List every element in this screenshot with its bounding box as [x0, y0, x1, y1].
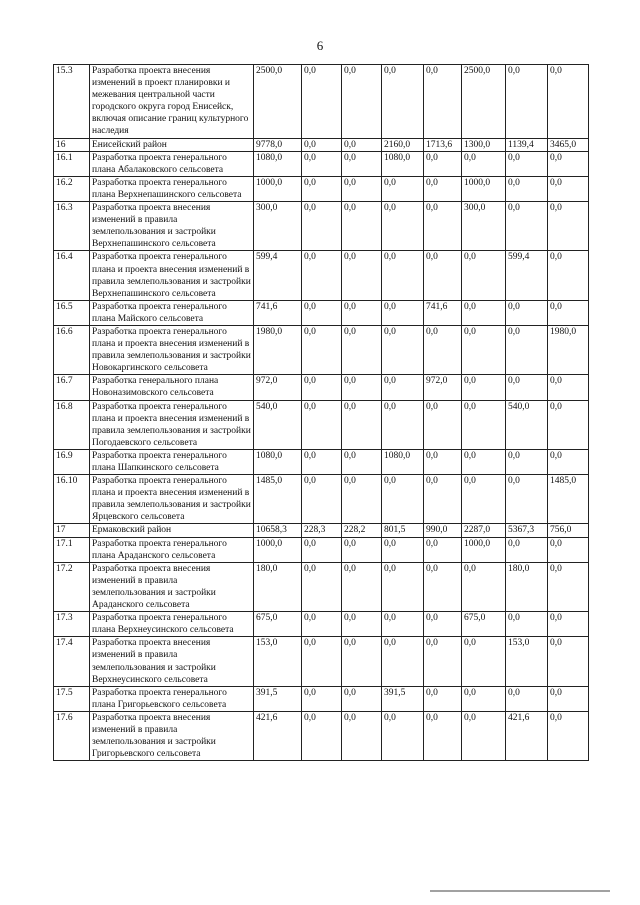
- row-code: 16: [54, 138, 90, 151]
- table-row: [54, 325, 589, 374]
- row-value-v1: 0,0: [302, 711, 342, 760]
- row-value-v6: 540,0: [506, 400, 548, 449]
- row-value-total: 1980,0: [254, 325, 302, 374]
- row-name: Ермаковский район: [90, 524, 254, 537]
- row-value-v3: 0,0: [382, 65, 424, 139]
- row-code: 17.5: [54, 686, 90, 711]
- row-value-v1: 0,0: [302, 251, 342, 300]
- row-value-v2: 0,0: [342, 300, 382, 325]
- row-value-v3: 0,0: [382, 202, 424, 251]
- row-value-v7: 0,0: [548, 449, 589, 474]
- row-value-v2: 0,0: [342, 251, 382, 300]
- row-value-v2: 0,0: [342, 138, 382, 151]
- row-code: 16.10: [54, 475, 90, 524]
- row-value-v6: 0,0: [506, 686, 548, 711]
- budget-table: [53, 64, 589, 761]
- row-code: 16.6: [54, 325, 90, 374]
- row-value-v2: 0,0: [342, 612, 382, 637]
- row-value-v1: 0,0: [302, 449, 342, 474]
- row-value-v3: 0,0: [382, 325, 424, 374]
- row-value-v7: 0,0: [548, 400, 589, 449]
- row-value-v7: 3465,0: [548, 138, 589, 151]
- row-value-v1: 228,3: [302, 524, 342, 537]
- table-row: [54, 202, 589, 251]
- row-value-total: 1000,0: [254, 176, 302, 201]
- row-value-total: 972,0: [254, 375, 302, 400]
- row-value-v1: 0,0: [302, 151, 342, 176]
- row-value-v3: 0,0: [382, 300, 424, 325]
- row-code: 17: [54, 524, 90, 537]
- page-number: 6: [316, 38, 324, 53]
- row-name: Разработка проекта генерального плана и проекта внесения изменений в правила землепользования и застройки Верхнепашинского сельсовета: [90, 251, 254, 300]
- row-value-v4: 990,0: [424, 524, 462, 537]
- row-value-v6: 0,0: [506, 475, 548, 524]
- row-value-v3: 0,0: [382, 537, 424, 562]
- row-value-v7: 0,0: [548, 562, 589, 611]
- row-code: 17.2: [54, 562, 90, 611]
- row-value-v1: 0,0: [302, 375, 342, 400]
- row-value-v4: 0,0: [424, 711, 462, 760]
- row-value-v4: 0,0: [424, 202, 462, 251]
- row-value-v1: 0,0: [302, 475, 342, 524]
- row-value-v3: 0,0: [382, 562, 424, 611]
- row-name: Разработка проекта генерального плана Григорьевского сельсовета: [90, 686, 254, 711]
- row-value-v1: 0,0: [302, 325, 342, 374]
- row-value-v2: 0,0: [342, 325, 382, 374]
- row-value-v6: 0,0: [506, 300, 548, 325]
- row-value-v3: 391,5: [382, 686, 424, 711]
- row-value-v2: 0,0: [342, 637, 382, 686]
- row-value-v5: 0,0: [462, 686, 506, 711]
- row-name: Разработка проекта внесения изменений в правила землепользования и застройки Араданского сельсовета: [90, 562, 254, 611]
- row-value-total: 540,0: [254, 400, 302, 449]
- table-row: [54, 251, 589, 300]
- row-value-total: 2500,0: [254, 65, 302, 139]
- row-value-total: 675,0: [254, 612, 302, 637]
- row-value-total: 300,0: [254, 202, 302, 251]
- row-value-v2: 0,0: [342, 562, 382, 611]
- row-value-v2: 0,0: [342, 202, 382, 251]
- row-value-v6: 0,0: [506, 537, 548, 562]
- table-row: [54, 475, 589, 524]
- row-value-v5: 0,0: [462, 711, 506, 760]
- table-row: [54, 176, 589, 201]
- table-row: [54, 400, 589, 449]
- row-name: Разработка проекта генерального плана Абалаковского сельсовета: [90, 151, 254, 176]
- row-value-v1: 0,0: [302, 686, 342, 711]
- row-value-v2: 0,0: [342, 176, 382, 201]
- row-value-total: 391,5: [254, 686, 302, 711]
- row-value-v4: 972,0: [424, 375, 462, 400]
- row-value-v5: 2500,0: [462, 65, 506, 139]
- row-value-v4: 0,0: [424, 251, 462, 300]
- row-value-v7: 756,0: [548, 524, 589, 537]
- row-code: 16.4: [54, 251, 90, 300]
- row-value-v1: 0,0: [302, 65, 342, 139]
- row-value-v5: 0,0: [462, 251, 506, 300]
- row-value-v7: 0,0: [548, 202, 589, 251]
- row-value-v3: 2160,0: [382, 138, 424, 151]
- row-value-v4: 0,0: [424, 449, 462, 474]
- row-value-v7: 0,0: [548, 686, 589, 711]
- row-value-v2: 0,0: [342, 686, 382, 711]
- row-name: Разработка проекта генерального плана и проекта внесения изменений в правила землепользования и застройки Новокаргинского сельсовета: [90, 325, 254, 374]
- row-value-v2: 0,0: [342, 400, 382, 449]
- row-value-v5: 0,0: [462, 400, 506, 449]
- row-value-v1: 0,0: [302, 612, 342, 637]
- row-value-v3: 0,0: [382, 612, 424, 637]
- row-value-v6: 0,0: [506, 65, 548, 139]
- row-value-v4: 0,0: [424, 637, 462, 686]
- row-value-v6: 180,0: [506, 562, 548, 611]
- table-row: [54, 375, 589, 400]
- row-value-v2: 0,0: [342, 475, 382, 524]
- row-value-v7: 0,0: [548, 251, 589, 300]
- row-value-v1: 0,0: [302, 637, 342, 686]
- row-value-total: 741,6: [254, 300, 302, 325]
- table-row: [54, 711, 589, 760]
- row-name: Разработка проекта генерального плана Верхнеусинского сельсовета: [90, 612, 254, 637]
- row-value-v6: 0,0: [506, 151, 548, 176]
- row-value-v7: 0,0: [548, 375, 589, 400]
- row-name: Разработка проекта генерального плана и проекта внесения изменений в правила землепользования и застройки Ярцевского сельсовета: [90, 475, 254, 524]
- row-value-v6: 153,0: [506, 637, 548, 686]
- row-value-v3: 0,0: [382, 251, 424, 300]
- row-value-v2: 0,0: [342, 449, 382, 474]
- row-value-total: 10658,3: [254, 524, 302, 537]
- row-value-v7: 0,0: [548, 612, 589, 637]
- row-value-v1: 0,0: [302, 562, 342, 611]
- row-value-v5: 0,0: [462, 637, 506, 686]
- row-value-total: 180,0: [254, 562, 302, 611]
- row-value-v1: 0,0: [302, 400, 342, 449]
- row-value-v7: 0,0: [548, 176, 589, 201]
- row-value-total: 1000,0: [254, 537, 302, 562]
- row-value-v5: 1300,0: [462, 138, 506, 151]
- row-code: 16.3: [54, 202, 90, 251]
- row-value-v4: 0,0: [424, 537, 462, 562]
- row-value-v5: 0,0: [462, 325, 506, 374]
- table-row: [54, 151, 589, 176]
- row-value-v2: 228,2: [342, 524, 382, 537]
- row-value-total: 9778,0: [254, 138, 302, 151]
- row-value-v6: 1139,4: [506, 138, 548, 151]
- row-value-v6: 5367,3: [506, 524, 548, 537]
- row-value-v6: 0,0: [506, 449, 548, 474]
- row-value-v5: 2287,0: [462, 524, 506, 537]
- row-value-v6: 421,6: [506, 711, 548, 760]
- table-row: [54, 686, 589, 711]
- row-name: Разработка проекта генерального плана Верхнепашинского сельсовета: [90, 176, 254, 201]
- row-value-v5: 1000,0: [462, 176, 506, 201]
- row-value-v4: 0,0: [424, 400, 462, 449]
- row-value-v1: 0,0: [302, 202, 342, 251]
- row-code: 16.1: [54, 151, 90, 176]
- row-value-v7: 0,0: [548, 537, 589, 562]
- row-value-v7: 0,0: [548, 65, 589, 139]
- row-code: 17.6: [54, 711, 90, 760]
- table-row: [54, 562, 589, 611]
- row-name: Разработка проекта генерального плана Майского сельсовета: [90, 300, 254, 325]
- row-value-v7: 1485,0: [548, 475, 589, 524]
- row-value-v2: 0,0: [342, 711, 382, 760]
- row-value-v6: 0,0: [506, 176, 548, 201]
- row-value-v6: 0,0: [506, 202, 548, 251]
- row-value-v7: 0,0: [548, 300, 589, 325]
- row-name: Разработка проекта внесения изменений в правила землепользования и застройки Григорьевского сельсовета: [90, 711, 254, 760]
- table-row: [54, 300, 589, 325]
- row-value-v2: 0,0: [342, 375, 382, 400]
- table-body: [54, 65, 589, 761]
- row-value-total: 599,4: [254, 251, 302, 300]
- row-value-v5: 0,0: [462, 151, 506, 176]
- row-value-total: 1080,0: [254, 449, 302, 474]
- row-value-v2: 0,0: [342, 151, 382, 176]
- row-value-v4: 1713,6: [424, 138, 462, 151]
- row-value-v5: 0,0: [462, 375, 506, 400]
- row-value-v4: 0,0: [424, 151, 462, 176]
- row-value-v5: 0,0: [462, 300, 506, 325]
- table-row: [54, 612, 589, 637]
- row-code: 17.4: [54, 637, 90, 686]
- row-code: 16.7: [54, 375, 90, 400]
- row-value-v1: 0,0: [302, 176, 342, 201]
- row-code: 17.1: [54, 537, 90, 562]
- row-value-v4: 0,0: [424, 686, 462, 711]
- row-code: 16.2: [54, 176, 90, 201]
- row-value-v7: 0,0: [548, 151, 589, 176]
- table-row: [54, 449, 589, 474]
- row-name: Разработка проекта генерального плана Араданского сельсовета: [90, 537, 254, 562]
- row-value-total: 153,0: [254, 637, 302, 686]
- row-value-v5: 675,0: [462, 612, 506, 637]
- row-name: Енисейский район: [90, 138, 254, 151]
- row-value-v4: 741,6: [424, 300, 462, 325]
- row-code: 16.8: [54, 400, 90, 449]
- row-value-v3: 0,0: [382, 400, 424, 449]
- row-value-v4: 0,0: [424, 65, 462, 139]
- row-name: Разработка проекта внесения изменений в проект планировки и межевания центральной части городского округа город Енисейск, включая описание границ культурного наследия: [90, 65, 254, 139]
- row-code: 16.5: [54, 300, 90, 325]
- row-value-v3: 0,0: [382, 176, 424, 201]
- row-name: Разработка проекта генерального плана и проекта внесения изменений в правила землепользования и застройки Погодаевского сельсовета: [90, 400, 254, 449]
- row-value-total: 1080,0: [254, 151, 302, 176]
- row-value-v3: 1080,0: [382, 151, 424, 176]
- row-value-v2: 0,0: [342, 65, 382, 139]
- row-value-v4: 0,0: [424, 475, 462, 524]
- row-value-v5: 300,0: [462, 202, 506, 251]
- row-name: Разработка проекта внесения изменений в правила землепользования и застройки Верхнеусинского сельсовета: [90, 637, 254, 686]
- row-value-v3: 0,0: [382, 475, 424, 524]
- table-row: [54, 524, 589, 537]
- row-value-v3: 0,0: [382, 375, 424, 400]
- row-value-total: 1485,0: [254, 475, 302, 524]
- row-value-v6: 0,0: [506, 375, 548, 400]
- row-value-v3: 801,5: [382, 524, 424, 537]
- row-value-v3: 1080,0: [382, 449, 424, 474]
- row-code: 16.9: [54, 449, 90, 474]
- row-value-v7: 0,0: [548, 637, 589, 686]
- table-row: [54, 65, 589, 139]
- row-value-v5: 0,0: [462, 475, 506, 524]
- table-row: [54, 637, 589, 686]
- row-value-v3: 0,0: [382, 637, 424, 686]
- row-name: Разработка проекта внесения изменений в правила землепользования и застройки Верхнепашинского сельсовета: [90, 202, 254, 251]
- row-value-v4: 0,0: [424, 612, 462, 637]
- row-value-v4: 0,0: [424, 562, 462, 611]
- row-value-v7: 0,0: [548, 711, 589, 760]
- row-value-v5: 0,0: [462, 449, 506, 474]
- row-name: Разработка генерального плана Новоназимовского сельсовета: [90, 375, 254, 400]
- row-value-v7: 1980,0: [548, 325, 589, 374]
- row-code: 17.3: [54, 612, 90, 637]
- footer-rule: [430, 890, 610, 892]
- table-row: [54, 537, 589, 562]
- row-value-total: 421,6: [254, 711, 302, 760]
- row-value-v1: 0,0: [302, 537, 342, 562]
- row-value-v4: 0,0: [424, 325, 462, 374]
- table-row: [54, 138, 589, 151]
- row-value-v1: 0,0: [302, 300, 342, 325]
- row-value-v3: 0,0: [382, 711, 424, 760]
- row-value-v6: 0,0: [506, 325, 548, 374]
- row-value-v1: 0,0: [302, 138, 342, 151]
- row-value-v2: 0,0: [342, 537, 382, 562]
- row-value-v5: 1000,0: [462, 537, 506, 562]
- row-value-v4: 0,0: [424, 176, 462, 201]
- row-value-v6: 0,0: [506, 612, 548, 637]
- row-name: Разработка проекта генерального плана Шапкинского сельсовета: [90, 449, 254, 474]
- row-code: 15.3: [54, 65, 90, 139]
- row-value-v6: 599,4: [506, 251, 548, 300]
- row-value-v5: 0,0: [462, 562, 506, 611]
